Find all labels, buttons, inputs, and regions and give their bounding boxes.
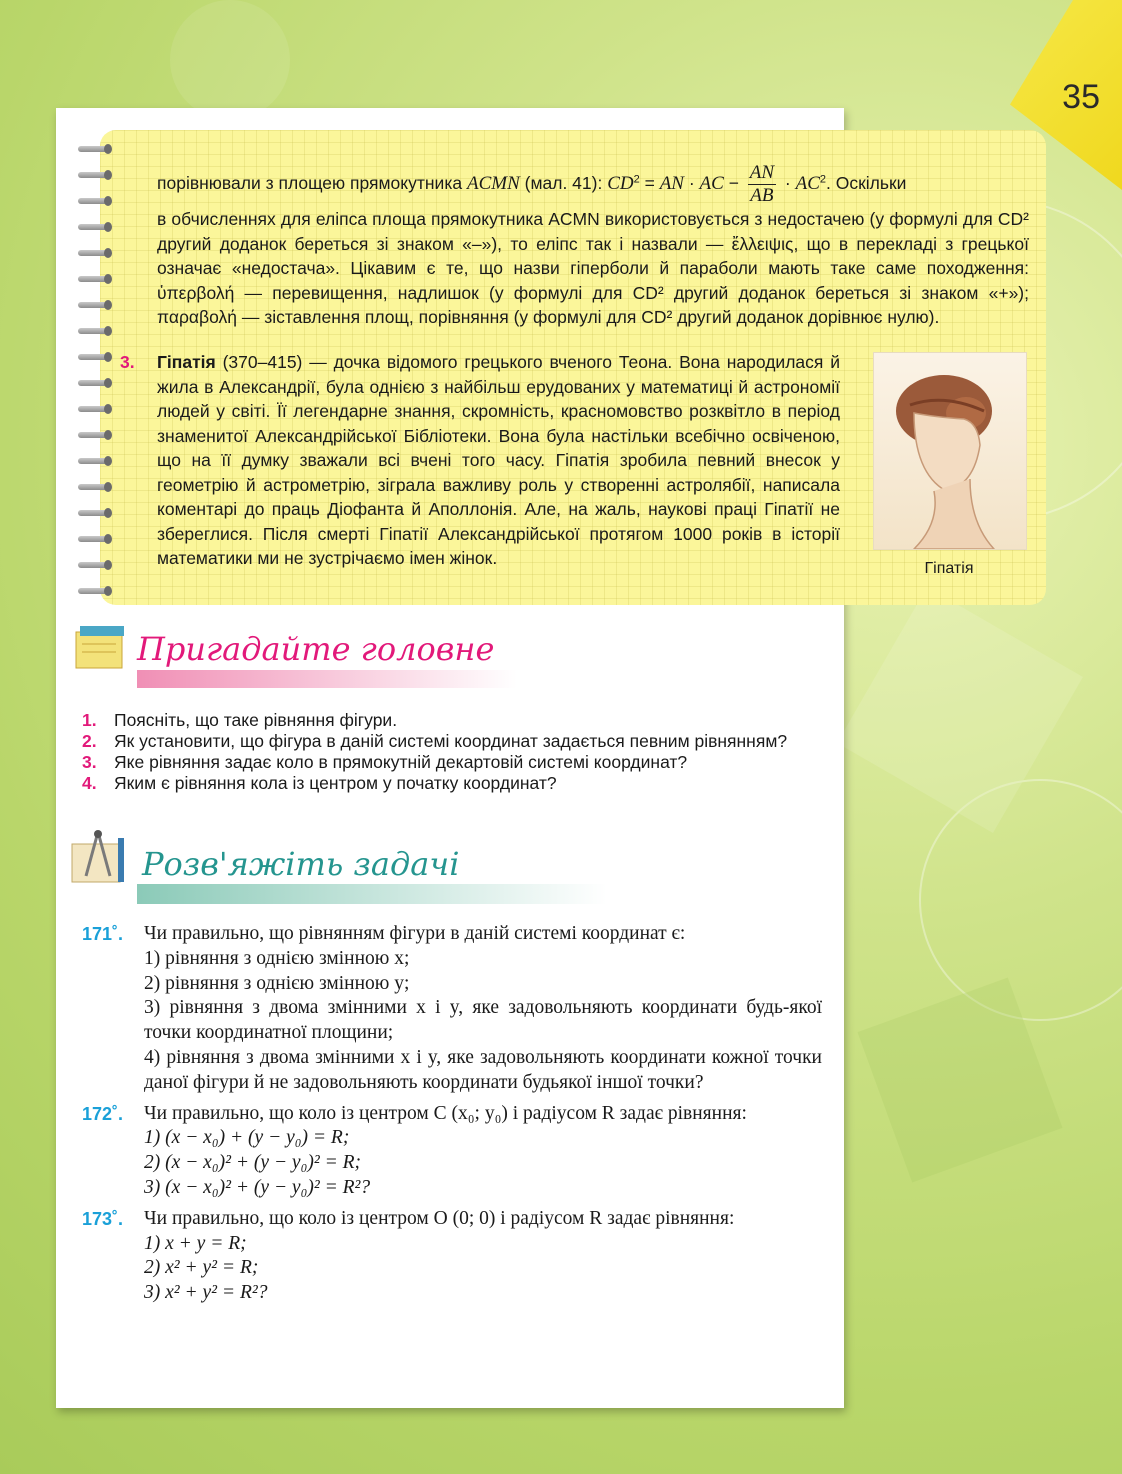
- page-number: 35: [1062, 78, 1100, 116]
- section-title-solve: Розв'яжіть задачі: [142, 845, 460, 883]
- list-item: 2. Як установити, що фігура в даній системі координат задається певним рівнянням?: [82, 731, 788, 751]
- recall-questions: [82, 710, 822, 794]
- list-item: 1. Поясніть, що таке рівняння фігури.: [82, 710, 398, 730]
- note-item-hypatia: 3. Гіпатія (370–415) — дочка відомого грецького вченого Теона. Вона народилася й жила в Александрії, була однією з найбільш ерудованих у математиці й астрономії людей у світі. Її легендарне знання, скромність, красномовство розквітло в період знаменитої Александрійської Бібліотеки. Вона була настільки всебічно освіченою, що на її думку зважали всі вчені того часу. Гіпатія зробила певний внесок у геометрію й астрометрію, зіграла важливу роль у створенні астролябії, написала коментарі до праць Діофанта й Аполлонія. Але, на жаль, наукові праці Гіпатії не збереглися. Після смерті Гіпатії Александрійської протягом 1000 років в історії математики ми не зустрічаємо імен жінок.: [120, 352, 840, 568]
- compass-icon: [68, 828, 132, 888]
- hypatia-portrait: [873, 352, 1027, 550]
- notebook-icon: [70, 618, 130, 674]
- section-underline-solve: [137, 884, 607, 904]
- notebook-rings: [78, 138, 114, 606]
- list-item: 3. Яке рівняння задає коло в прямокутній декартовій системі координат?: [82, 752, 688, 772]
- section-title-recall: Пригадайте головне: [137, 630, 495, 668]
- note-paragraph: порівнювали з площею прямокутника ACMN (мал. 41): $CD^2$ = AN · AC − $\frac{AN}{AB}$ · $AC^2$. Оскільки в обчисленнях для еліпса площа прямокутника ACMN використовується з недостачею (у формулі для CD² другий доданок береться зі знаком «–»), то еліпс так і назвали — ἔλλειψις, що в перекладі з грецької означає «недостача». Цікавим є те, що назви гіперболи й параболи мають таке саме походження: ὑπερβολή — перевищення, надлишок (у формулі для CD² другий доданок береться зі знаком «+»); παραβολή — зіставлення площ, порівняння (у формулі для CD² другий доданок дорівнює нулю).: [157, 162, 1029, 330]
- task-172: 172˚. Чи правильно, що коло із центром C (x₀; y₀) і радіусом R задає рівняння: 1) (x − x₀) + (y − y₀) = R; 2) (x − x₀)² + (y − y₀)² = R; 3) (x − x₀)² + (y − y₀)² = R²?: [82, 1102, 747, 1198]
- task-173: 173˚. Чи правильно, що коло із центром O (0; 0) і радіусом R задає рівняння: 1) x + y = R; 2) x² + y² = R; 3) x² + y² = R²?: [82, 1207, 735, 1304]
- fraction-an-ab: $\frac{AN}{AB}$: [749, 162, 775, 206]
- note-continuation: в обчисленнях для еліпса площа прямокутника ACMN використовується з недостачею (у формулі для CD² другий доданок береться зі знаком «–»), то еліпс так і назвали — ἔλλειψις, що в перекладі з грецької означає «недостача». Цікавим є те, що назви гіперболи й параболи мають таке саме походження: ὑπερβολή — перевищення, надлишок (у формулі для CD² другий доданок береться зі знаком «+»); παραβολή — зіставлення площ, порівняння (у формулі для CD² другий доданок дорівнює нулю).: [157, 209, 1029, 327]
- list-item: 4. Яким є рівняння кола із центром у початку координат?: [82, 773, 557, 793]
- section-underline-recall: [137, 670, 517, 688]
- task-171: 171˚. Чи правильно, що рівнянням фігури в даній системі координат є: 1) рівняння з однією змінною x; 2) рівняння з однією змінною y; 3) рівняння з двома змінними x і y, яке задовольняють координати будь-якої точки координатної площини; 4) рівняння з двома змінними x і y, яке задовольняють координати кожної точки даної фігури й не задовольняють координати будьякої іншої точки?: [82, 923, 822, 1093]
- portrait-illustration: [874, 353, 1026, 549]
- task-list: [82, 922, 822, 1312]
- portrait-caption: Гіпатія: [924, 560, 974, 577]
